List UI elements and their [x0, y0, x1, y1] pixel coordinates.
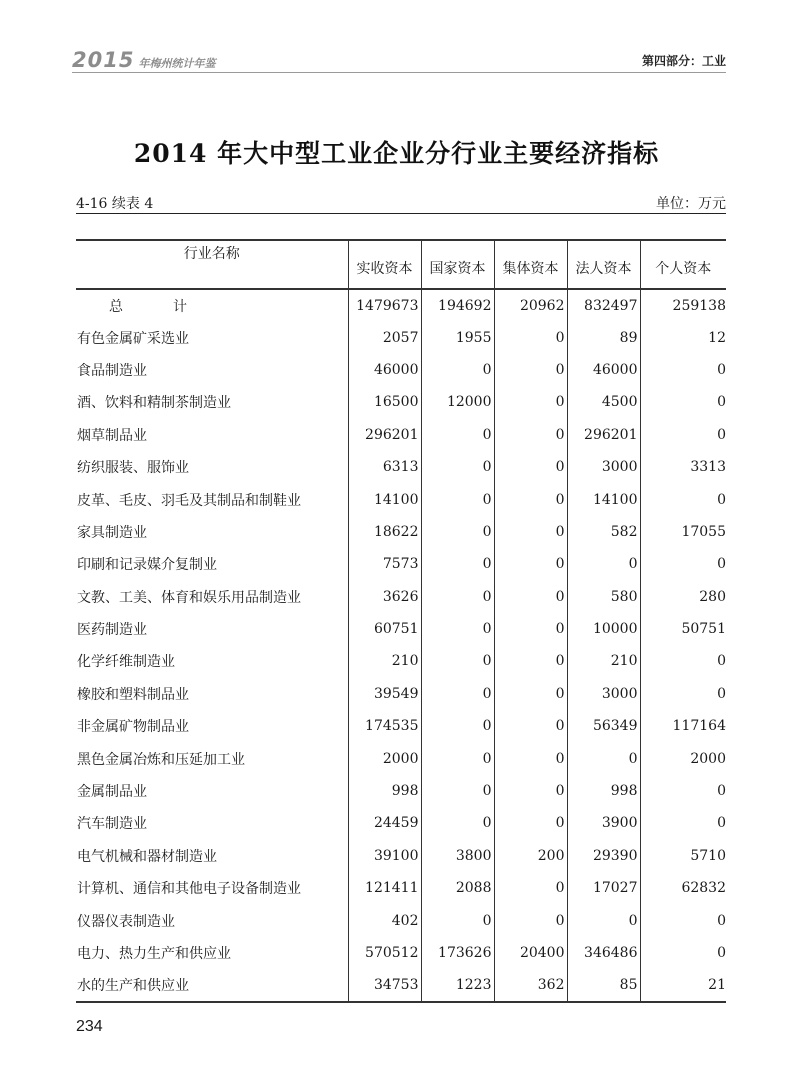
paid-in-capital-cell: 34753 [348, 969, 421, 1001]
paid-in-capital-cell: 46000 [348, 354, 421, 386]
industry-name-cell: 皮革、毛皮、羽毛及其制品和制鞋业 [77, 492, 301, 509]
paid-in-capital-cell: 3626 [348, 581, 421, 613]
table-header [76, 240, 726, 289]
state-capital-cell: 2088 [421, 872, 494, 904]
paid-in-capital-cell: 296201 [348, 419, 421, 451]
table-row [76, 840, 726, 872]
collective-capital-cell: 0 [494, 775, 567, 807]
legal-person-capital-cell: 3000 [567, 678, 640, 710]
industry-name-cell: 仪器仪表制造业 [77, 913, 175, 930]
state-capital-cell: 0 [421, 451, 494, 483]
collective-capital-cell: 0 [494, 742, 567, 774]
industry-name-cell: 医药制造业 [77, 622, 147, 639]
paid-in-capital-cell: 16500 [348, 386, 421, 418]
paid-in-capital-cell: 6313 [348, 451, 421, 483]
industry-name-cell: 汽车制造业 [77, 816, 147, 833]
legal-person-capital-cell: 10000 [567, 613, 640, 645]
state-capital-cell: 0 [421, 775, 494, 807]
industry-name-cell: 非金属矿物制品业 [77, 719, 189, 736]
individual-capital-cell: 21 [640, 969, 726, 1001]
yearbook-logo [72, 48, 215, 72]
collective-capital-cell: 0 [494, 807, 567, 839]
column-header-legal-person-capital: 法人资本 [567, 240, 640, 289]
column-header-state-capital: 国家资本 [421, 240, 494, 289]
individual-capital-cell: 50751 [640, 613, 726, 645]
individual-capital-cell: 0 [640, 354, 726, 386]
individual-capital-cell: 117164 [640, 710, 726, 742]
individual-capital-cell: 0 [640, 775, 726, 807]
paid-in-capital-cell: 39100 [348, 840, 421, 872]
industry-name-cell: 计算机、通信和其他电子设备制造业 [77, 881, 301, 898]
collective-capital-cell: 0 [494, 645, 567, 677]
legal-person-capital-cell: 296201 [567, 419, 640, 451]
legal-person-capital-cell: 4500 [567, 386, 640, 418]
paid-in-capital-cell: 60751 [348, 613, 421, 645]
running-head [72, 46, 726, 73]
individual-capital-cell: 259138 [640, 289, 726, 321]
collective-capital-cell: 0 [494, 419, 567, 451]
header-row [76, 240, 726, 289]
table-row [76, 872, 726, 904]
legal-person-capital-cell: 14100 [567, 483, 640, 515]
state-capital-cell: 0 [421, 354, 494, 386]
legal-person-capital-cell: 3900 [567, 807, 640, 839]
paid-in-capital-cell: 2057 [348, 321, 421, 353]
yearbook-name: 年梅州统计年鉴 [138, 57, 216, 70]
individual-capital-cell: 0 [640, 807, 726, 839]
industry-name-cell: 水的生产和供应业 [77, 977, 189, 994]
collective-capital-cell: 0 [494, 904, 567, 936]
collective-capital-cell: 200 [494, 840, 567, 872]
state-capital-cell: 1223 [421, 969, 494, 1001]
individual-capital-cell: 0 [640, 678, 726, 710]
column-header-collective-capital: 集体资本 [494, 240, 567, 289]
state-capital-cell: 0 [421, 904, 494, 936]
collective-capital-cell: 0 [494, 581, 567, 613]
state-capital-cell: 0 [421, 807, 494, 839]
legal-person-capital-cell: 582 [567, 516, 640, 548]
industry-name-cell: 橡胶和塑料制品业 [77, 686, 189, 703]
table-row [76, 678, 726, 710]
state-capital-cell: 0 [421, 645, 494, 677]
individual-capital-cell: 0 [640, 548, 726, 580]
individual-capital-cell: 62832 [640, 872, 726, 904]
state-capital-cell: 0 [421, 710, 494, 742]
table-body [76, 289, 726, 1002]
collective-capital-cell: 0 [494, 710, 567, 742]
paid-in-capital-cell: 1479673 [348, 289, 421, 321]
table-code: 4-16 续表 4 [76, 196, 154, 212]
paid-in-capital-cell: 570512 [348, 937, 421, 969]
industry-name-cell: 黑色金属冶炼和压延加工业 [77, 751, 245, 768]
legal-person-capital-cell: 56349 [567, 710, 640, 742]
paid-in-capital-cell: 121411 [348, 872, 421, 904]
individual-capital-cell: 12 [640, 321, 726, 353]
state-capital-cell: 0 [421, 548, 494, 580]
table-row [76, 937, 726, 969]
table-row [76, 645, 726, 677]
paid-in-capital-cell: 210 [348, 645, 421, 677]
collective-capital-cell: 0 [494, 386, 567, 418]
table-row [76, 354, 726, 386]
state-capital-cell: 0 [421, 419, 494, 451]
paid-in-capital-cell: 14100 [348, 483, 421, 515]
collective-capital-cell: 0 [494, 613, 567, 645]
legal-person-capital-cell: 29390 [567, 840, 640, 872]
individual-capital-cell: 0 [640, 904, 726, 936]
page-title: 2014 年大中型工业企业分行业主要经济指标 [133, 139, 660, 168]
legal-person-capital-cell: 85 [567, 969, 640, 1001]
paid-in-capital-cell: 24459 [348, 807, 421, 839]
state-capital-cell: 0 [421, 483, 494, 515]
state-capital-cell: 3800 [421, 840, 494, 872]
individual-capital-cell: 0 [640, 645, 726, 677]
collective-capital-cell: 20962 [494, 289, 567, 321]
column-header-paid-in-capital: 实收资本 [348, 240, 421, 289]
yearbook-year: 2015 [72, 48, 135, 72]
individual-capital-cell: 0 [640, 419, 726, 451]
industry-name-cell: 纺织服装、服饰业 [77, 460, 189, 477]
data-table [76, 239, 726, 1003]
table-row [76, 969, 726, 1001]
collective-capital-cell: 0 [494, 451, 567, 483]
industry-name-cell: 印刷和记录媒介复制业 [77, 557, 217, 574]
industry-name-cell: 总 计 [109, 298, 205, 315]
state-capital-cell: 0 [421, 516, 494, 548]
industry-name-cell: 金属制品业 [77, 784, 147, 801]
legal-person-capital-cell: 832497 [567, 289, 640, 321]
paid-in-capital-cell: 998 [348, 775, 421, 807]
table-row [76, 548, 726, 580]
paid-in-capital-cell: 174535 [348, 710, 421, 742]
legal-person-capital-cell: 89 [567, 321, 640, 353]
individual-capital-cell: 0 [640, 386, 726, 418]
state-capital-cell: 0 [421, 613, 494, 645]
table-row [76, 321, 726, 353]
paid-in-capital-cell: 7573 [348, 548, 421, 580]
table-row [76, 710, 726, 742]
paid-in-capital-cell: 2000 [348, 742, 421, 774]
industry-name-cell: 烟草制品业 [77, 427, 147, 444]
collective-capital-cell: 0 [494, 321, 567, 353]
table-row [76, 581, 726, 613]
legal-person-capital-cell: 0 [567, 904, 640, 936]
legal-person-capital-cell: 0 [567, 742, 640, 774]
column-header-individual-capital: 个人资本 [640, 240, 726, 289]
state-capital-cell: 0 [421, 581, 494, 613]
industry-name-cell: 有色金属矿采选业 [77, 330, 189, 347]
table-row [76, 613, 726, 645]
collective-capital-cell: 0 [494, 516, 567, 548]
legal-person-capital-cell: 3000 [567, 451, 640, 483]
page-number: 234 [76, 1018, 103, 1035]
industry-name-cell: 电力、热力生产和供应业 [77, 946, 231, 962]
column-header-industry: 行业名称 [183, 246, 240, 262]
individual-capital-cell: 5710 [640, 840, 726, 872]
table-row-total [76, 289, 726, 321]
industry-name-cell: 食品制造业 [77, 362, 147, 379]
state-capital-cell: 0 [421, 678, 494, 710]
legal-person-capital-cell: 346486 [567, 937, 640, 969]
state-capital-cell: 173626 [421, 937, 494, 969]
paid-in-capital-cell: 18622 [348, 516, 421, 548]
table-row [76, 807, 726, 839]
table-row [76, 742, 726, 774]
table-row [76, 451, 726, 483]
table-row [76, 419, 726, 451]
state-capital-cell: 12000 [421, 386, 494, 418]
individual-capital-cell: 3313 [640, 451, 726, 483]
table-row [76, 775, 726, 807]
collective-capital-cell: 0 [494, 354, 567, 386]
section-label: 第四部分：工业 [641, 54, 726, 68]
collective-capital-cell: 362 [494, 969, 567, 1001]
collective-capital-cell: 20400 [494, 937, 567, 969]
state-capital-cell: 1955 [421, 321, 494, 353]
table-row [76, 386, 726, 418]
legal-person-capital-cell: 17027 [567, 872, 640, 904]
individual-capital-cell: 17055 [640, 516, 726, 548]
industry-name-cell: 化学纤维制造业 [77, 654, 175, 671]
individual-capital-cell: 280 [640, 581, 726, 613]
table-row [76, 516, 726, 548]
individual-capital-cell: 0 [640, 937, 726, 969]
industry-name-cell: 文教、工美、体育和娱乐用品制造业 [77, 589, 301, 606]
unit-label: 单位：万元 [656, 196, 726, 212]
collective-capital-cell: 0 [494, 483, 567, 515]
table-subhead [76, 193, 726, 214]
legal-person-capital-cell: 998 [567, 775, 640, 807]
industry-name-cell: 家具制造业 [77, 524, 147, 541]
legal-person-capital-cell: 0 [567, 548, 640, 580]
industry-name-cell: 电气机械和器材制造业 [77, 848, 217, 865]
legal-person-capital-cell: 46000 [567, 354, 640, 386]
collective-capital-cell: 0 [494, 548, 567, 580]
individual-capital-cell: 0 [640, 483, 726, 515]
legal-person-capital-cell: 580 [567, 581, 640, 613]
individual-capital-cell: 2000 [640, 742, 726, 774]
paid-in-capital-cell: 402 [348, 904, 421, 936]
legal-person-capital-cell: 210 [567, 645, 640, 677]
table-row [76, 904, 726, 936]
collective-capital-cell: 0 [494, 872, 567, 904]
state-capital-cell: 0 [421, 742, 494, 774]
table-row [76, 483, 726, 515]
state-capital-cell: 194692 [421, 289, 494, 321]
collective-capital-cell: 0 [494, 678, 567, 710]
industry-name-cell: 酒、饮料和精制茶制造业 [77, 395, 231, 412]
paid-in-capital-cell: 39549 [348, 678, 421, 710]
